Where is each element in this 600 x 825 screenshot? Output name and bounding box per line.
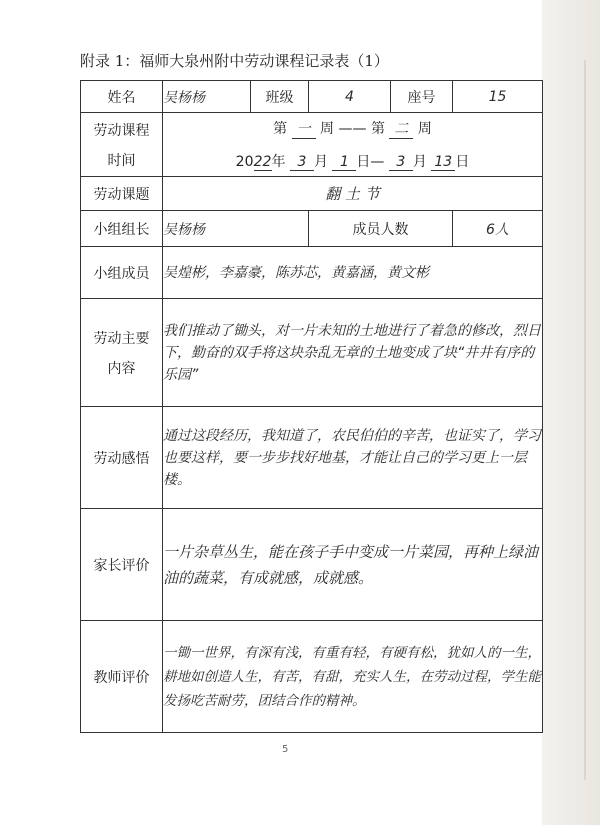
page-number: 5 [282,744,289,755]
label-teacher: 教师评价 [81,621,163,733]
label-content-line1: 劳动主要 [93,330,150,347]
label-parent: 家长评价 [81,509,163,621]
record-table [80,80,543,733]
month-label: 月 [313,154,328,170]
label-period-line2: 时间 [107,152,136,169]
label-member-count: 成员人数 [309,211,453,247]
day-label: 日— [356,154,385,170]
label-period [81,113,163,177]
date-line [163,151,542,171]
label-leader: 小组组长 [81,211,163,247]
row-teacher [81,621,543,733]
row-leader [81,211,543,247]
row-basic-info [81,81,543,113]
label-reflection: 劳动感悟 [81,407,163,509]
day-start[interactable]: 1 [332,154,356,171]
row-topic [81,177,543,211]
label-seat: 座号 [391,81,453,113]
label-name: 姓名 [81,81,163,113]
value-period [163,113,543,177]
value-member-count[interactable]: 6人 [453,211,543,247]
week-start[interactable]: 一 [292,118,316,139]
week-suffix: 周 [417,121,432,137]
page-title: 附录 1：福师大泉州附中劳动课程记录表（1） [80,52,389,70]
value-teacher[interactable]: 一锄一世界，有深有浅，有重有轻，有硬有松，犹如人的一生，耕地如创造人生，有苦，有甜，充实人生，在劳动过程，学生能发扬吃苦耐劳，团结合作的精神。 [163,621,543,733]
value-members[interactable]: 吴煌彬，李嘉豪，陈苏芯，黄嘉涵，黄文彬 [163,247,543,299]
label-period-line1: 劳动课程 [93,122,150,139]
year-suffix[interactable]: 22 [253,154,272,170]
row-reflection [81,407,543,509]
scan-edge [542,0,600,825]
label-content-line2: 内容 [107,360,136,377]
row-period [81,113,543,177]
value-leader[interactable]: 吴杨杨 [163,211,309,247]
value-parent[interactable]: 一片杂草丛生，能在孩子手中变成一片菜园，再种上绿油油的蔬菜，有成就感，成就感。 [163,509,543,621]
day-end[interactable]: 13 [431,154,455,171]
week-line [163,118,542,139]
row-members [81,247,543,299]
row-parent [81,509,543,621]
week-end[interactable]: 二 [389,118,413,139]
label-class: 班级 [251,81,309,113]
value-name[interactable]: 吴杨杨 [163,81,251,113]
value-seat[interactable]: 15 [453,81,543,113]
year-label: 年 [271,154,286,170]
month-end[interactable]: 3 [389,154,413,171]
row-content [81,299,543,407]
month-label-2: 月 [412,154,427,170]
value-class[interactable]: 4 [309,81,391,113]
label-topic: 劳动课题 [81,177,163,211]
day-label-2: 日 [455,154,470,170]
value-reflection[interactable]: 通过这段经历，我知道了，农民伯伯的辛苦，也证实了，学习也要这样，要一步步找好地基，才能让自己的学习更上一层楼。 [163,407,543,509]
label-content [81,299,163,407]
month-start[interactable]: 3 [290,154,314,171]
scan-edge-line [584,60,586,780]
week-mid: 周 —— 第 [320,121,385,137]
value-content[interactable]: 我们推动了锄头，对一片未知的土地进行了着急的修改，烈日下，勤奋的双手将这块杂乱无章的土地变成了块“井井有序的乐园” [163,299,543,407]
week-prefix: 第 [273,121,288,137]
value-topic[interactable]: 翻 土 节 [163,177,543,211]
year-prefix: 20 [235,154,254,170]
label-members: 小组成员 [81,247,163,299]
